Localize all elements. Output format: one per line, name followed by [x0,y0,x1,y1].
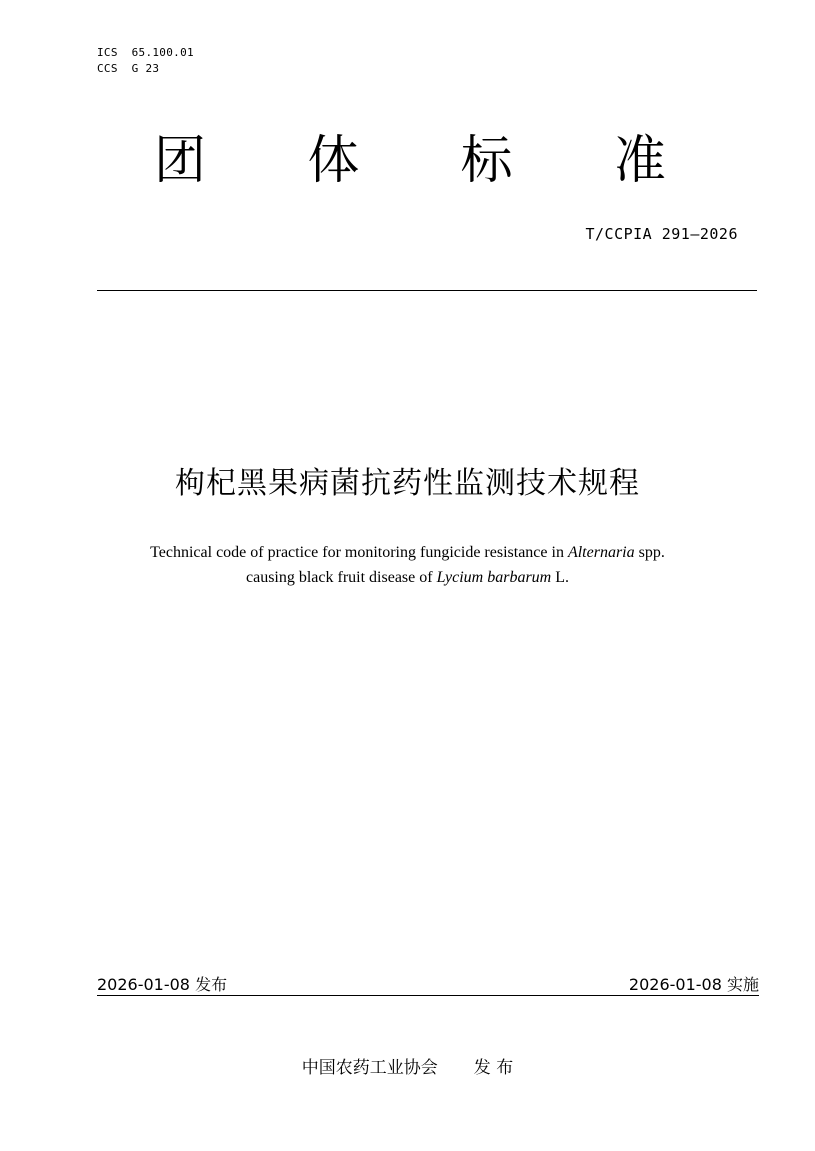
publisher-action: 发 布 [473,1058,514,1078]
title-chinese: 枸杞黑果病菌抗药性监测技术规程 [175,466,640,501]
implement-date: 2026-01-08 实施 [628,975,759,994]
bottom-divider [97,995,759,996]
ccs-code: CCS G 23 [97,62,160,75]
publisher-line [0,1053,815,1078]
standard-number: T/CCPIA 291—2026 [585,225,738,243]
dates-row [97,968,759,994]
top-divider [97,290,757,291]
publish-date: 2026-01-08 发布 [97,975,228,994]
doc-type-char: 体 [307,131,360,191]
doc-type-char: 准 [613,131,666,191]
title-english-line-1: Technical code of practice for monitoring fungicide resistance in Alternaria spp. [150,544,665,561]
ics-code: ICS 65.100.01 [97,46,194,59]
publisher-name: 中国农药工业协会 [301,1058,438,1078]
title-english [40,540,775,590]
doc-type-char: 标 [460,131,513,191]
document-type-heading [150,126,670,196]
classification-codes [97,45,194,77]
doc-type-char: 团 [153,131,206,191]
title-english-line-2: causing black fruit disease of Lycium barbarum L. [245,569,570,586]
